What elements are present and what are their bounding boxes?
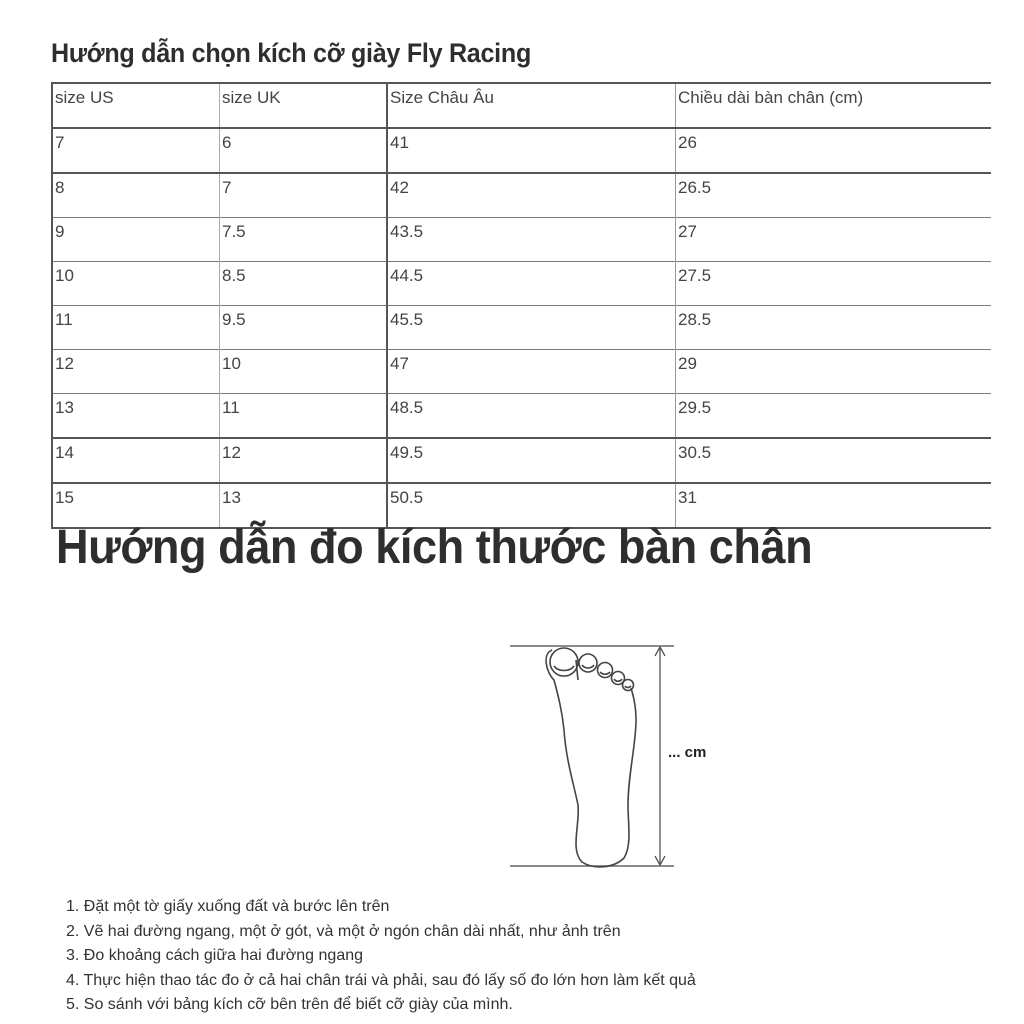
cell-size-eu: 49.5 (387, 438, 676, 483)
cell-size-uk: 12 (220, 438, 388, 483)
step-item: 2. Vẽ hai đường ngang, một ở gót, và một ở ngón chân dài nhất, như ảnh trên (66, 922, 621, 940)
cell-size-uk: 10 (220, 350, 388, 394)
cell-size-eu: 43.5 (387, 218, 676, 262)
header-size-us: size US (52, 83, 220, 128)
cell-foot-length: 31 (676, 483, 992, 528)
cell-size-us: 8 (52, 173, 220, 218)
step-item: 1. Đặt một tờ giấy xuống đất và bước lên trên (66, 898, 390, 915)
measurement-label: ... cm (668, 744, 707, 761)
table-row (52, 173, 991, 218)
cell-size-uk: 13 (220, 483, 388, 528)
cell-size-us: 15 (52, 483, 220, 528)
measure-steps-list (66, 895, 696, 1018)
table-row (52, 306, 991, 350)
cell-foot-length: 26 (676, 128, 992, 173)
cell-foot-length: 28.5 (676, 306, 992, 350)
header-size-eu: Size Châu Âu (387, 83, 676, 128)
cell-size-uk: 7.5 (220, 218, 388, 262)
cell-size-eu: 44.5 (387, 262, 676, 306)
cell-foot-length: 26.5 (676, 173, 992, 218)
table-row (52, 218, 991, 262)
header-size-uk: size UK (220, 83, 388, 128)
table-row (52, 128, 991, 173)
cell-size-uk: 8.5 (220, 262, 388, 306)
cell-size-eu: 47 (387, 350, 676, 394)
cell-size-us: 14 (52, 438, 220, 483)
step-item: 3. Đo khoảng cách giữa hai đường ngang (66, 947, 364, 964)
measure-guide-title: Hướng dẫn đo kích thước bàn chân (56, 521, 813, 574)
cell-size-eu: 42 (387, 173, 676, 218)
cell-size-uk: 7 (220, 173, 388, 218)
cell-size-eu: 45.5 (387, 306, 676, 350)
size-table (51, 82, 991, 529)
cell-size-us: 10 (52, 262, 220, 306)
cell-size-eu: 48.5 (387, 394, 676, 439)
cell-size-us: 12 (52, 350, 220, 394)
step-item: 4. Thực hiện thao tác đo ở cả hai chân trái và phải, sau đó lấy số đo lớn hơn làm kết quả (66, 971, 696, 989)
cell-size-uk: 11 (220, 394, 388, 439)
cell-size-us: 13 (52, 394, 220, 439)
table-row (52, 350, 991, 394)
cell-size-us: 11 (52, 306, 220, 350)
table-row (52, 394, 991, 439)
table-row (52, 262, 991, 306)
cell-foot-length: 27 (676, 218, 992, 262)
cell-size-eu: 41 (387, 128, 676, 173)
cell-size-us: 7 (52, 128, 220, 173)
step-item: 5. So sánh với bảng kích cỡ bên trên để biết cỡ giày của mình. (66, 996, 513, 1013)
cell-foot-length: 27.5 (676, 262, 992, 306)
cell-size-uk: 6 (220, 128, 388, 173)
size-guide-title: Hướng dẫn chọn kích cỡ giày Fly Racing (51, 38, 532, 68)
table-row (52, 438, 991, 483)
header-foot-length: Chiều dài bàn chân (cm) (676, 83, 992, 128)
cell-size-us: 9 (52, 218, 220, 262)
cell-size-uk: 9.5 (220, 306, 388, 350)
cell-foot-length: 30.5 (676, 438, 992, 483)
table-header-row (52, 83, 991, 128)
cell-foot-length: 29.5 (676, 394, 992, 439)
cell-foot-length: 29 (676, 350, 992, 394)
cell-size-eu: 50.5 (387, 483, 676, 528)
